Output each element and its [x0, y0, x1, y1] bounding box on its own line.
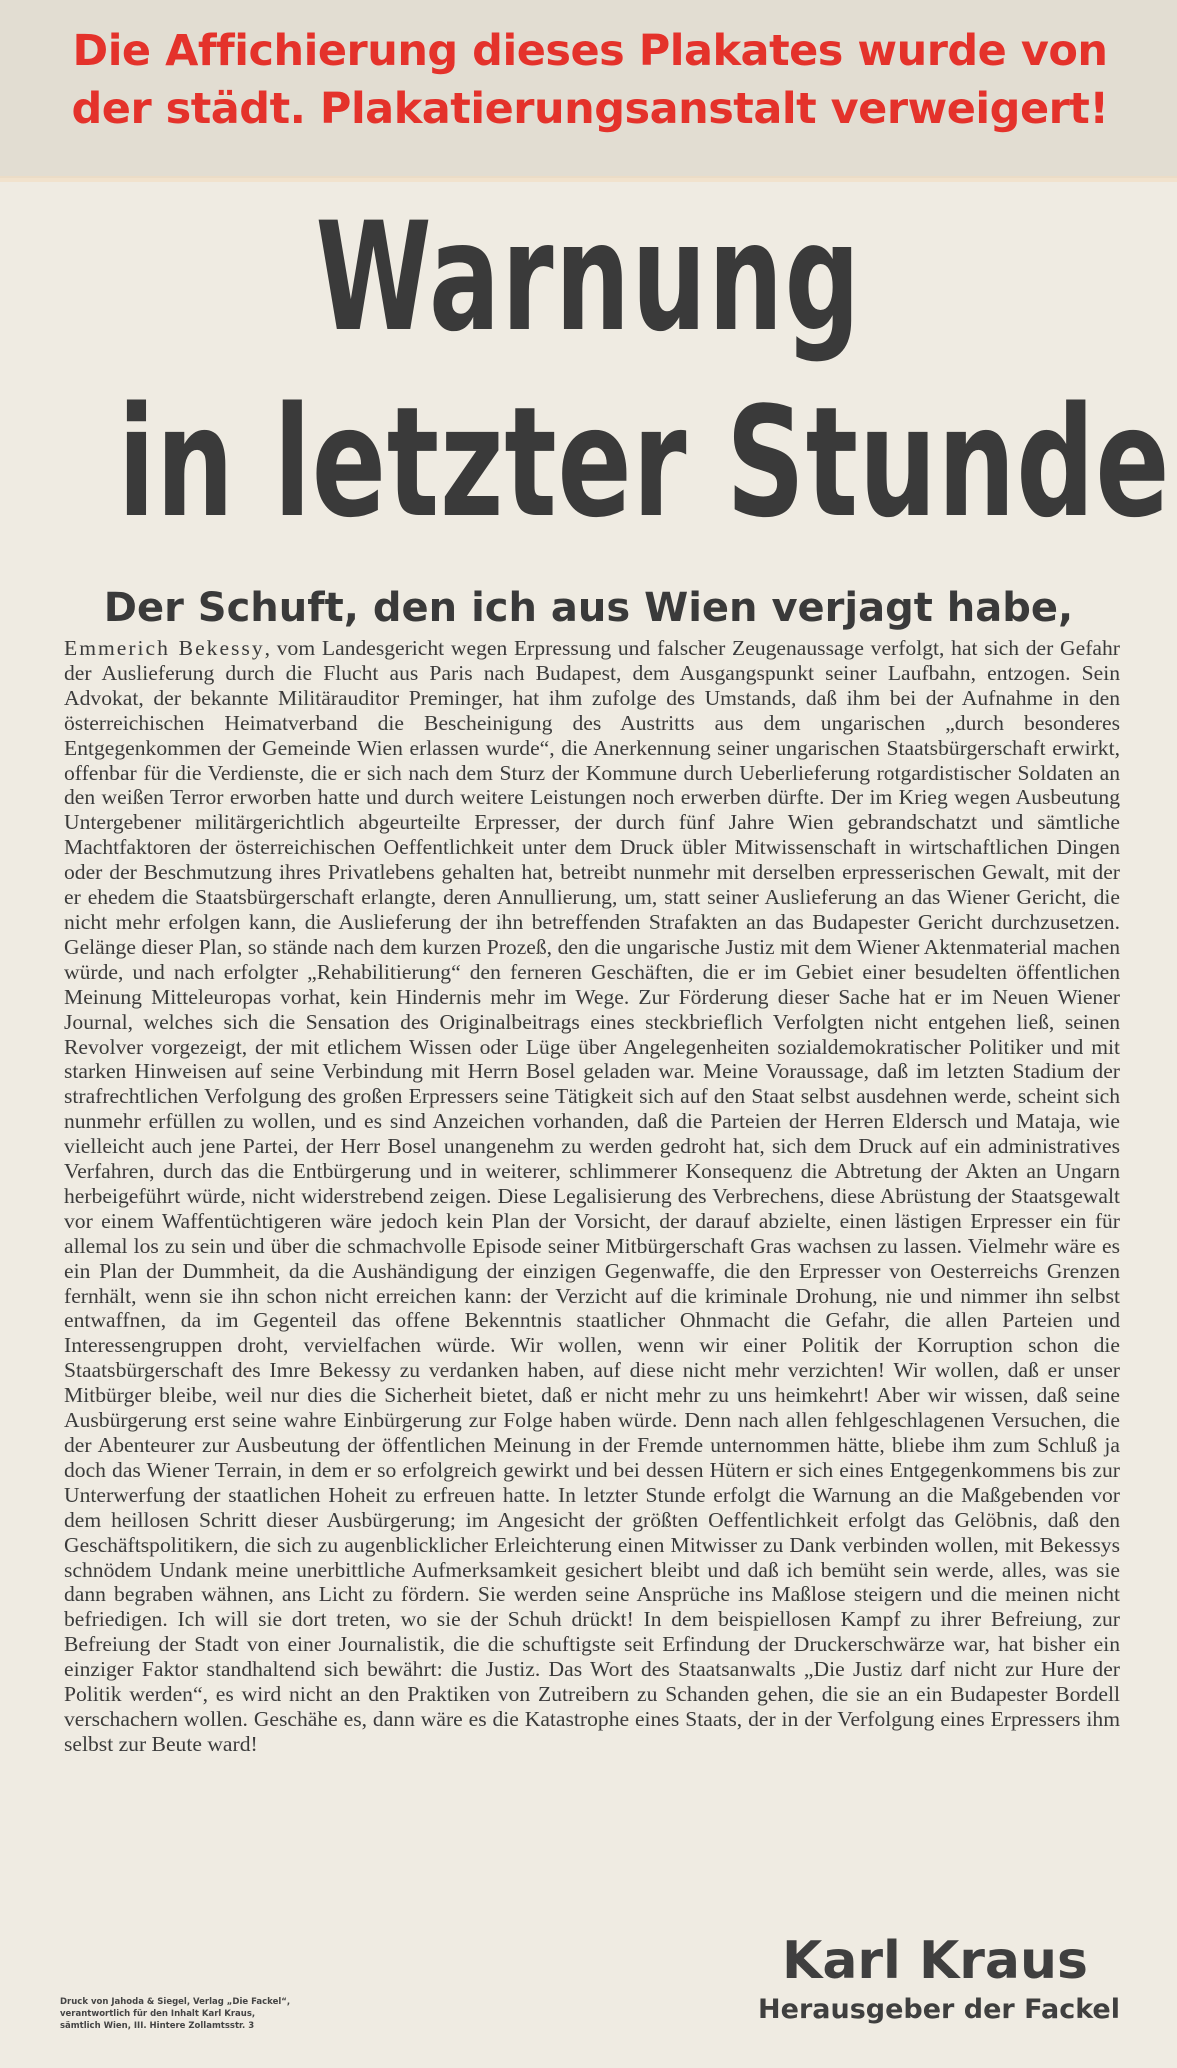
refusal-notice-line-2: der städt. Plakatierungsanstalt verweigert! — [71, 84, 1109, 134]
refusal-notice-line-1: Die Affichierung dieses Plakates wurde von — [72, 26, 1108, 76]
subheadline: Der Schuft, den ich aus Wien verjagt habe, — [103, 585, 1074, 631]
paper-fold — [0, 176, 1177, 182]
imprint-line-1: Druck von Jahoda & Siegel, Verlag „Die Fackel“, — [60, 1997, 291, 2007]
opening-name: Emmerich Bekessy — [64, 636, 265, 660]
headline-warnung: Warnung — [315, 191, 862, 365]
signature-role: Herausgeber der Fackel — [758, 1994, 1120, 2025]
signature — [720, 1930, 1120, 2028]
body-text — [64, 636, 1120, 1901]
headline-in-letzter-stunde: in letzter Stunde — [117, 374, 1171, 551]
printer-imprint — [60, 1996, 360, 2032]
refusal-notice — [50, 22, 1130, 138]
body-paragraph: , vom Landesgericht wegen Erpressung und falscher Zeugenaussage verfolgt, hat sich der Gefahr der Auslieferung durch die Flucht aus Paris nach Budapest, dem Ausgangspunkt seiner Laufbahn, entzogen. Sein Advokat, der bekannte Militärauditor Preminger, hat ihm zufolge des Umstands, daß ihm bei der Aufnahme in den österreichischen Heimatverband die Bescheinigung des Austritts aus dem ungarischen „durch besonderes Entgegenkommen der Gemeinde Wien erlassen wurde“, die Anerkennung seiner ungarischen Staatsbürgerschaft erwirkt, offenbar für die Verdienste, die er sich nach dem Sturz der Kommune durch Ueberlieferung rotgardistischer Soldaten an den weißen Terror erworben hatte und durch weitere Leistungen noch erwerben dürfte. Der im Krieg wegen Ausbeutung Untergebener militärgerichtlich abgeurteilte Erpresser, der durch fünf Jahre Wien gebrandschatzt und sämtliche Machtfaktoren der österreichischen Oeffentlichkeit unter dem Druck übler Mitwissenschaft in wirtschaftlichen Dingen oder der Beschmutzung ihres Privatlebens gehalten hat, betreibt nunmehr mit derselben erpresserischen Gewalt, mit der er ehedem die Staatsbürgerschaft erlangte, deren Annullierung, um, statt seiner Auslieferung an das Wiener Gericht, die nicht mehr erfolgen kann, die Auslieferung der ihn betreffenden Strafakten an das Budapester Gericht durchzusetzen. Gelänge dieser Plan, so stände nach dem kurzen Prozeß, den die ungarische Justiz mit dem Wiener Aktenmaterial machen würde, und nach erfolgter „Rehabilitierung“ den ferneren Geschäften, die er im Gebiet einer besudelten öffentlichen Meinung Mitteleuropas vorhat, kein Hindernis mehr im Wege. Zur Förderung dieser Sache hat er im Neuen Wiener Journal, welches sich die Sensation des Originalbeitrags eines steckbrieflich Verfolgten nicht entgehen ließ, seinen Revolver vorgezeigt, der mit etlichem Wissen oder Lüge über Angelegenheiten sozialdemokratischer Politiker und mit starken Hinweisen auf seine Verbindung mit Herrn Bosel geladen war. Meine Voraussage, daß im letzten Stadium der strafrechtlichen Verfolgung des großen Erpressers seine Tätigkeit sich auf den Staat selbst ausdehnen werde, scheint sich nunmehr erfüllen zu wollen, und es sind Anzeichen vorhanden, daß die Parteien der Herren Eldersch und Mataja, wie vielleicht auch jene Partei, der Herr Bosel unangenehm zu werden gedroht hat, sich dem Druck auf ein administratives Verfahren, durch das die Entbürgerung und in weiterer, schlimmerer Konsequenz die Abtretung der Akten an Ungarn herbeigeführt würde, nicht widerstrebend zeigen. Diese Legalisierung des Verbrechens, diese Abrüstung der Staatsgewalt vor einem Waffentüchtigeren wäre jedoch kein Plan der Vorsicht, der darauf abzielte, einen lästigen Erpresser ein für allemal los zu sein und über die schmachvolle Episode seiner Mitbürgerschaft Gras wachsen zu lassen. Vielmehr wäre es ein Plan der Dummheit, da die Aushändigung der einzigen Gegenwaffe, die den Erpresser von Oesterreichs Grenzen fernhält, wenn sie ihn schon nicht erreichen kann: der Verzicht auf die kriminale Drohung, nie und nimmer ihn selbst entwaffnen, da im Gegenteil das offene Bekenntnis staatlicher Ohnmacht die Gefahr, die allen Parteien und Interessengruppen droht, vervielfachen würde. Wir wollen, wenn wir einer Politik der Korruption schon die Staatsbürgerschaft des Imre Bekessy zu verdanken haben, auf diese nicht mehr verzichten! Wir wollen, daß er unser Mitbürger bleibe, weil nur dies die Sicherheit bietet, daß er nicht mehr zu uns heimkehrt! Aber wir wissen, daß seine Ausbürgerung erst seine wahre Einbürgerung zur Folge haben würde. Denn nach allen fehlgeschlagenen Versuchen, die der Abenteurer zur Ausbeutung der öffentlichen Meinung in der Fremde unternommen hätte, bliebe ihm zum Schluß ja doch das Wiener Terrain, in dem er so erfolgreich gewirkt und bei dessen Hütern er sich eines Entgegenkommens bis zur Unterwerfung der staatlichen Hoheit zu erfreuen hatte. In letzter Stunde erfolgt die Warnung an die Maßgebenden vor dem heillosen Schritt dieser Ausbürgerung; im Angesicht der größten Oeffentlichkeit erfolgt das Gelöbnis, daß den Geschäftspolitikern, die sich zu augenblicklicher Erleichterung einen Mitwisser zu Dank verbinden wollen, mit Bekessys schnödem Undank meine unerbittliche Aufmerksamkeit gesichert bleibt und daß ich bemüht sein werde, alles, was sie dann begraben wähnen, ans Licht zu fördern. Sie werden seine Ansprüche ins Maßlose steigern und die meinen nicht befriedigen. Ich will sie dort treten, wo sie der Schuh drückt! In dem beispiellosen Kampf zu ihrer Befreiung, zur Befreiung der Stadt von einer Journalistik, die die schuftigste seit Erfindung der Druckerschwärze war, hat bisher ein einziger Faktor standhaltend sich bewährt: die Justiz. Das Wort des Staatsanwalts „Die Justiz darf nicht zur Hure der Politik werden“, es wird nicht an den Praktiken von Zutreibern zu Schanden gehen, die sie an ein Budapester Bordell verschachern wollen. Geschähe es, dann wäre es die Katastrophe eines Staats, der in der Verfolgung eines Erpressers ihm selbst zur Beute ward! — [64, 636, 1120, 1756]
signature-name: Karl Kraus — [782, 1931, 1088, 1991]
imprint-line-2: verantwortlich für den Inhalt Karl Kraus, — [60, 2009, 256, 2019]
imprint-line-3: sämtlich Wien, III. Hintere Zollamtsstr. 3 — [60, 2021, 255, 2031]
